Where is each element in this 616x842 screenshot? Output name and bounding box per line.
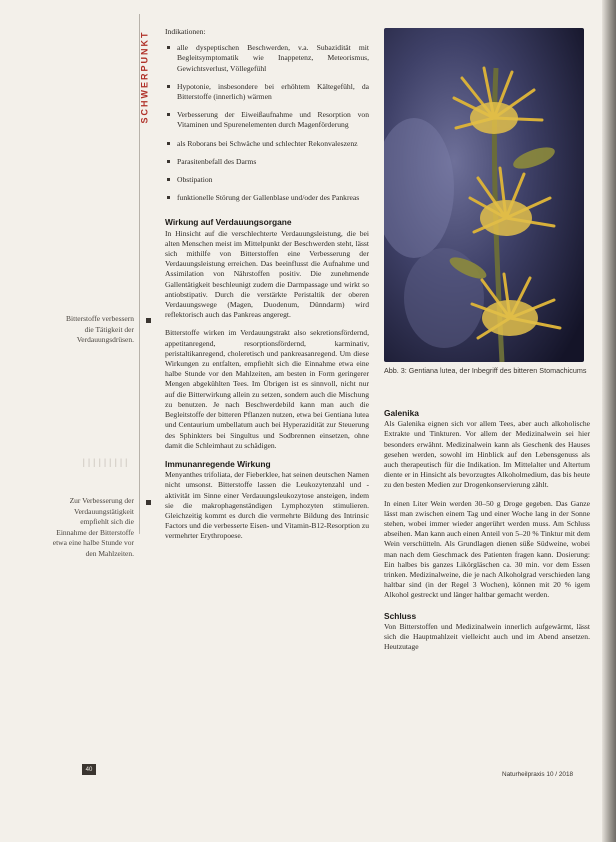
side-note-marker xyxy=(146,318,151,323)
list-item: alle dyspeptischen Beschwerden, v.a. Subazidität mit Begleitsymptomatik wie Inappetenz, Meteorismus, Gewichtsverlust, Völlegefühl xyxy=(165,43,369,74)
section-tag-label: SCHWERPUNKT xyxy=(139,30,149,124)
indications-intro: Indikationen: xyxy=(165,27,206,36)
page-number: 40 xyxy=(82,764,96,775)
main-column xyxy=(165,27,369,550)
immune-paragraph: Menyanthes trifoliata, der Fieberklee, hat seinen deutschen Namen nicht umsonst. Bitterstoffe lassen die Leukozytenzahl und -aktivität im Sinne einer Verdauungsleukozytose ansteigen, indem sie die makrophagenständigen Lymphozyten stimulieren. Gleichzeitig kommt es durch die vermehrte Bildung des Intrinsic Factors und die verbesserte Eisen- und Vitamin-B12-Resorption zu vermehrter Erythropoese. xyxy=(165,470,369,541)
immune-heading: Immunanregende Wirkung xyxy=(165,458,271,469)
digestion-heading: Wirkung auf Verdauungsorgane xyxy=(165,217,292,228)
right-column xyxy=(384,408,590,660)
side-note-marker xyxy=(146,500,151,505)
side-note-2: Zur Verbesserung der Verdauungstätigkeit empfiehlt sich die Einnahme der Bitterstoffe etwa eine halbe Stunde vor den Mahlzeiten. xyxy=(52,496,134,558)
list-item: Hypotonie, insbesondere bei erhöhtem Kältegefühl, da Bitterstoffe (innerlich) wärmen xyxy=(165,82,369,102)
list-item: Verbesserung der Eiweißaufnahme und Resorption von Vitaminen und Spurenelementen durch Magenförderung xyxy=(165,110,369,130)
list-item: Parasitenbefall des Darms xyxy=(165,157,369,167)
footer-issue: Naturheilpraxis 10 / 2018 xyxy=(502,771,574,778)
list-item: als Roborans bei Schwäche und schlechter Rekonvaleszenz xyxy=(165,139,369,149)
conclusion-heading: Schluss xyxy=(384,610,417,621)
digestion-paragraph-2: Bitterstoffe wirken im Verdauungstrakt also sekretionsfördernd, appetitanregend, resorptionsfördernd, karminativ, peristaltikanregend, choleretisch und pankreasanregend. Um diese Wirkungen zu entfalten, empfiehlt sich die Einnahme etwa eine halbe Stunde vor den Mahlzeiten, am besten in Form geringerer Mengen abgekühlten Tees. Im Übrigen ist es sinnvoll, nicht nur auf die Bitterwirkung allein zu setzen, sondern auch die Mischung zu benutzen. Je nach Beschwerdebild kann man auch die Begleitstoffe der bitteren Pflanzen nutzen, etwa bei Gentiana lutea und Centaurium umbellatum auch bei Hyperazidität zur Steuerung des Sphinkters bei Singultus und Sodbrennen einsetzen, ohne damit die Schleimhaut zu schädigen. xyxy=(165,328,369,450)
galenics-paragraph-1: Als Galenika eignen sich vor allem Tees, aber auch alkoholische Extrakte und Tinkturen. Vor allem der Medizinalwein sei hier besonders erwähnt. Medizinalwein kann als Geschenk des Hauses gesehen werden, sowohl im Hinblick auf den Lebensgenuss als auch therapeutisch für die Indikation. Im Mittelalter und Altertum diente er in Hinsicht als bevorzugtes Alkoholmedium, das bis heute zu den besten Medien zur Drogenkonservierung zählt. xyxy=(384,419,590,490)
indications-list xyxy=(165,43,369,203)
list-item: Obstipation xyxy=(165,175,369,185)
galenics-paragraph-2: In einen Liter Wein werden 30–50 g Droge gegeben. Das Ganze lässt man zwischen einem Tag und einer Woche lang in der Sonne stehen, wobei immer wieder angerührt werden muss. Am Schluss abseihen. Man kann auch einen Anteil von 5–20 % Tinktur mit dem Wein verschütteln. Als Grundlagen dienen süße Südweine, wobei man nach dem Geschmack des Patienten fragen kann. Dosierung: Ein halbes bis ganzes Likörgläschen ca. 30 min. vor dem Essen trinken. Medizinalweine, die je nach Alkoholgrad verschieden lang haltbar sind (in der Regel 3 Wochen), können mit 20 % igem Alkohol gestreckt und länger haltbar gemacht werden. xyxy=(384,498,590,600)
conclusion-paragraph: Von Bitterstoffen und Medizinalwein innerlich aufgewärmt, lässt sich die Hauptmahlzeit vielleicht auch und im Abend ansetzen. Heutzutage xyxy=(384,621,590,652)
faint-marks: IIIIIIIII xyxy=(81,456,130,470)
galenics-heading: Galenika xyxy=(384,408,419,418)
page-edge-shadow xyxy=(602,0,616,842)
figure-caption: Abb. 3: Gentiana lutea, der Inbegriff des bitteren Stomachicums xyxy=(384,366,587,375)
gentiana-lutea-photo xyxy=(384,28,584,362)
section-tag xyxy=(133,22,155,132)
side-note-1: Bitterstoffe verbessern die Tätigkeit der Verdauungsdrüsen. xyxy=(66,314,134,344)
digestion-paragraph-1: In Hinsicht auf die verschlechterte Verdauungsleistung, die bei alten Menschen meist im Mittelpunkt der Beschwerden steht, lässt sich mithilfe von Bitterstoffen eine Verbesserung der Verdauungsleistung erreichen. Das beeinflusst die Aufnahme und Assimilation von Nährstoffen positiv. Die zunehmende Gallentätigkeit beschleunigt zudem die Darmpassage und wirkt so antiobstipativ. Durch die verstärkte Peristaltik der oberen Verdauungswege (Magen, Duodenum, Dünndarm) wird reflektorisch auch das Pankreas angeregt. xyxy=(165,228,369,320)
list-item: funktionelle Störung der Gallenblase und/oder des Pankreas xyxy=(165,193,369,203)
